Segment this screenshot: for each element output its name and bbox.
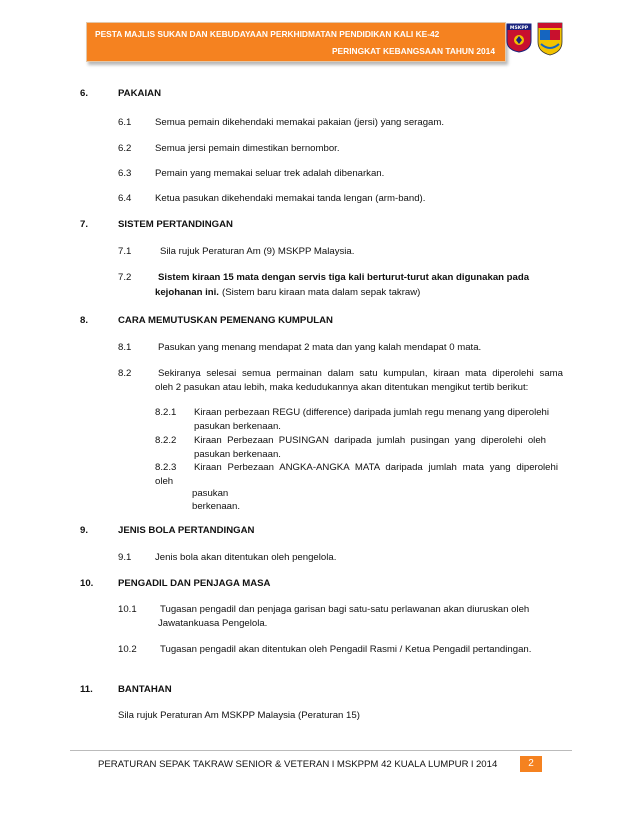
item-text: Tugasan pengadil dan penjaga garisan bagi satu-satu perlawanan akan diuruskan oleh — [160, 604, 530, 615]
item-text: Semua jersi pemain dimestikan bernombor. — [155, 143, 340, 154]
subitem-number: 8.2.2 — [155, 435, 177, 446]
subitem-text: pasukan berkenaan. — [194, 421, 281, 432]
section-title: CARA MEMUTUSKAN PEMENANG KUMPULAN — [118, 315, 333, 326]
item-number: 9.1 — [118, 552, 132, 563]
document-header-banner — [86, 22, 506, 62]
item-text: (Sistem baru kiraan mata dalam sepak takraw) — [222, 287, 421, 298]
subitem-number: 8.2.1 — [155, 407, 177, 418]
item-text: Sila rujuk Peraturan Am (9) MSKPP Malaysia. — [160, 246, 355, 257]
section-number: 8. — [80, 315, 89, 326]
section-title: PAKAIAN — [118, 88, 161, 99]
item-text: Ketua pasukan dikehendaki memakai tanda lengan (arm-band). — [155, 193, 426, 204]
section-body-text: Sila rujuk Peraturan Am MSKPP Malaysia (Peraturan 15) — [118, 710, 360, 721]
section-number: 9. — [80, 525, 89, 536]
section-number: 10. — [80, 578, 94, 589]
item-text-bold: Sistem kiraan 15 mata dengan servis tiga kali berturut-turut akan digunakan pada — [158, 272, 530, 283]
subitem-text: pasukan — [192, 488, 229, 499]
subitem-text: Kiraan perbezaan REGU (difference) daripada jumlah regu menang yang diperolehi — [194, 407, 550, 418]
page-number: 2 — [520, 756, 542, 772]
header-title-line2: PERINGKAT KEBANGSAAN TAHUN 2014 — [331, 46, 495, 56]
item-number: 6.2 — [118, 143, 132, 154]
item-text: Pemain yang memakai seluar trek adalah dibenarkan. — [155, 168, 385, 179]
section-number: 7. — [80, 219, 89, 230]
item-number: 10.1 — [118, 604, 137, 615]
item-number: 6.1 — [118, 117, 132, 128]
subitem-text: oleh — [155, 476, 174, 487]
subitem-number: 8.2.3 — [155, 462, 177, 473]
section-title: JENIS BOLA PERTANDINGAN — [118, 525, 255, 536]
logo-text: MSKPP — [509, 26, 529, 31]
item-number: 6.4 — [118, 193, 132, 204]
item-number: 7.2 — [118, 272, 132, 283]
subitem-text: pasukan berkenaan. — [194, 449, 281, 460]
item-text: Semua pemain dikehendaki memakai pakaian (jersi) yang seragam. — [155, 117, 445, 128]
item-number: 7.1 — [118, 246, 132, 257]
item-text: Jawatankuasa Pengelola. — [158, 618, 268, 629]
subitem-text: Kiraan Perbezaan PUSINGAN daripada jumlah pusingan yang diperolehi oleh — [194, 435, 546, 446]
crest-logo-icon — [536, 22, 564, 56]
item-text: Tugasan pengadil akan ditentukan oleh Pengadil Rasmi / Ketua Pengadil pertandingan. — [160, 644, 532, 655]
item-number: 8.1 — [118, 342, 132, 353]
item-text-bold: kejohanan ini. — [155, 287, 219, 298]
section-title: PENGADIL DAN PENJAGA MASA — [118, 578, 271, 589]
mskpp-logo-icon — [506, 23, 532, 53]
header-title-line1: PESTA MAJLIS SUKAN DAN KEBUDAYAAN PERKHIDMATAN PENDIDIKAN KALI KE-42 — [95, 29, 440, 39]
item-text: Jenis bola akan ditentukan oleh pengelola. — [155, 552, 337, 563]
section-number: 6. — [80, 88, 89, 99]
item-text: oleh 2 pasukan atau lebih, maka kedudukannya akan ditentukan mengikut tertib berikut: — [155, 382, 529, 393]
section-number: 11. — [80, 684, 93, 695]
footer-divider — [70, 750, 572, 751]
item-text: Sekiranya selesai semua permainan dalam satu kumpulan, kiraan mata diperolehi sama — [158, 368, 563, 379]
section-title: SISTEM PERTANDINGAN — [118, 219, 233, 230]
footer-text: PERATURAN SEPAK TAKRAW SENIOR & VETERAN l MSKPPM 42 KUALA LUMPUR l 2014 — [98, 759, 498, 770]
item-number: 10.2 — [118, 644, 137, 655]
subitem-text: Kiraan Perbezaan ANGKA-ANGKA MATA daripada jumlah mata yang diperolehi — [194, 462, 558, 473]
item-number: 8.2 — [118, 368, 132, 379]
item-text: Pasukan yang menang mendapat 2 mata dan yang kalah mendapat 0 mata. — [158, 342, 482, 353]
item-number: 6.3 — [118, 168, 132, 179]
subitem-text: berkenaan. — [192, 501, 241, 512]
section-title: BANTAHAN — [118, 684, 172, 695]
